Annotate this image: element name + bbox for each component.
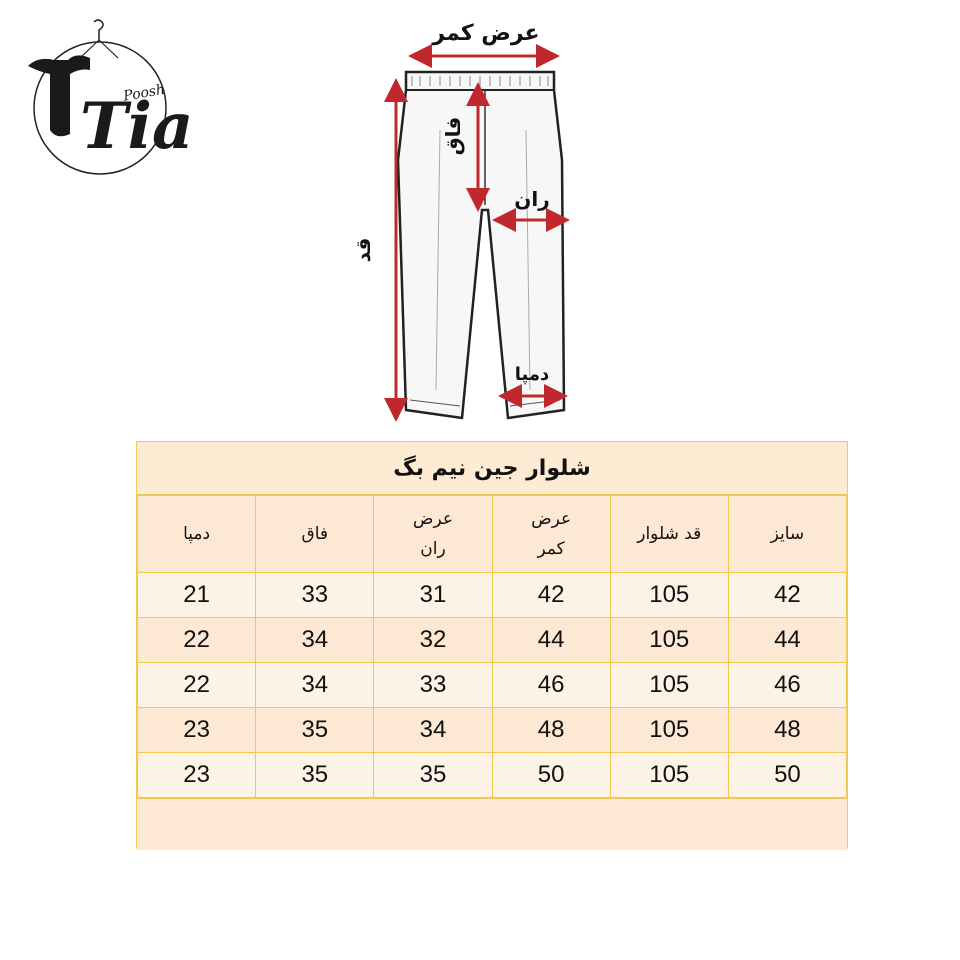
cell-rise: 33 [256, 573, 374, 618]
cell-size: 50 [728, 753, 846, 798]
cell-length: 105 [610, 753, 728, 798]
cell-rise: 34 [256, 663, 374, 708]
cell-thigh: 31 [374, 573, 492, 618]
rise-label: فاق [441, 116, 465, 156]
cell-hem: 21 [138, 573, 256, 618]
brand-logo [20, 18, 190, 188]
table-footer-row [137, 798, 847, 850]
logo-subtext: Poosh [122, 81, 167, 105]
logo-text: Tia [80, 89, 190, 164]
header-rise: فاق [256, 496, 374, 573]
cell-length: 105 [610, 663, 728, 708]
cell-length: 105 [610, 618, 728, 663]
hem-label: دمپا [514, 364, 550, 385]
cell-waist: 42 [492, 573, 610, 618]
cell-hem: 23 [138, 753, 256, 798]
header-waist: عرض کمر [492, 496, 610, 573]
cell-thigh: 35 [374, 753, 492, 798]
size-chart-title: شلوار جین نیم بگ [393, 455, 591, 481]
cell-length: 105 [610, 708, 728, 753]
cell-size: 42 [728, 573, 846, 618]
length-label: قد [351, 237, 375, 263]
table-row [138, 663, 847, 708]
table-row [138, 618, 847, 663]
cell-thigh: 32 [374, 618, 492, 663]
pants-diagram [340, 10, 600, 430]
header-size: سایز [728, 496, 846, 573]
size-chart [136, 441, 848, 849]
table-row [138, 708, 847, 753]
cell-size: 48 [728, 708, 846, 753]
thigh-label: ران [514, 187, 550, 211]
table-row [138, 573, 847, 618]
cell-size: 46 [728, 663, 846, 708]
cell-thigh: 33 [374, 663, 492, 708]
size-table [137, 495, 847, 798]
cell-hem: 22 [138, 663, 256, 708]
size-chart-title-row [137, 442, 847, 495]
cell-hem: 22 [138, 618, 256, 663]
cell-hem: 23 [138, 708, 256, 753]
cell-rise: 35 [256, 708, 374, 753]
logo-graphic [20, 18, 190, 188]
pants-illustration [340, 10, 600, 430]
table-header-row [138, 496, 847, 573]
cell-waist: 46 [492, 663, 610, 708]
header-length: قد شلوار [610, 496, 728, 573]
cell-size: 44 [728, 618, 846, 663]
table-row [138, 753, 847, 798]
cell-rise: 34 [256, 618, 374, 663]
cell-rise: 35 [256, 753, 374, 798]
waist-label: عرض کمر [432, 21, 540, 46]
header-thigh: عرض ران [374, 496, 492, 573]
cell-thigh: 34 [374, 708, 492, 753]
header-hem: دمپا [138, 496, 256, 573]
cell-waist: 48 [492, 708, 610, 753]
cell-waist: 44 [492, 618, 610, 663]
cell-waist: 50 [492, 753, 610, 798]
cell-length: 105 [610, 573, 728, 618]
